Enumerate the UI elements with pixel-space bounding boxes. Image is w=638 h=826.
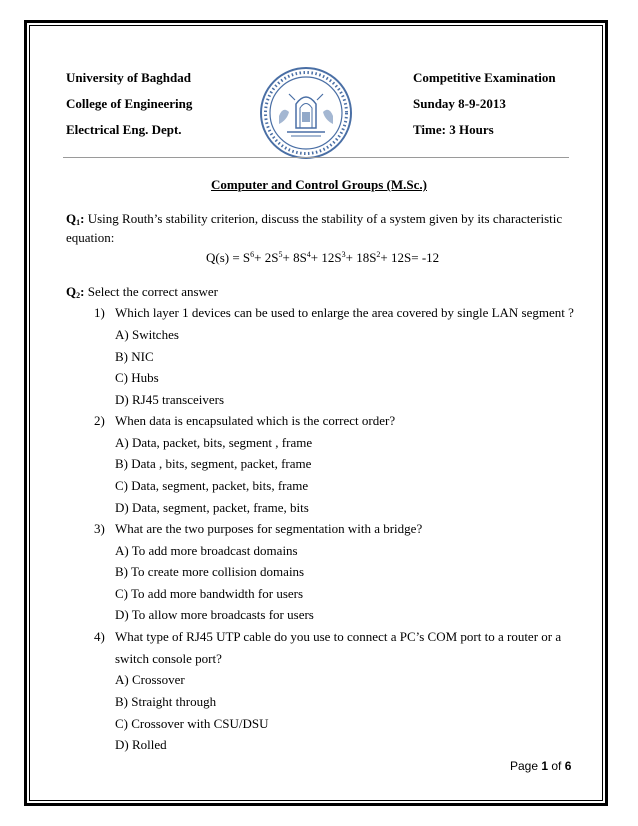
university-seal-logo: [259, 66, 353, 160]
answer-option: D) To allow more broadcasts for users: [115, 607, 314, 622]
answer-option: B) NIC: [115, 349, 154, 364]
page-number: Page 1 of 6: [510, 759, 572, 773]
answer-option: B) To create more collision domains: [115, 564, 305, 579]
answer-option: C) To add more bandwidth for users: [115, 586, 304, 601]
answer-option: A) Data, packet, bits, segment , frame: [115, 435, 313, 450]
department-name: Electrical Eng. Dept.: [66, 122, 182, 137]
item-number: 1): [94, 305, 105, 320]
item-question: What are the two purposes for segmentation with a bridge?: [115, 521, 423, 536]
question-1-label: $Q_1$:: [66, 211, 85, 227]
answer-option: C) Hubs: [115, 370, 159, 385]
answer-option: B) Data , bits, segment, packet, frame: [115, 456, 312, 471]
exam-name: Competitive Examination: [413, 70, 556, 85]
header-divider: [63, 157, 569, 158]
answer-option: C) Crossover with CSU/DSU: [115, 716, 269, 731]
item-number: 3): [94, 521, 105, 536]
item-number: 2): [94, 413, 105, 428]
answer-option: A) To add more broadcast domains: [115, 543, 298, 558]
item-question: When data is encapsulated which is the correct order?: [115, 413, 396, 428]
answer-option: C) Data, segment, packet, bits, frame: [115, 478, 309, 493]
answer-option: D) Data, segment, packet, frame, bits: [115, 500, 309, 515]
answer-option: B) Straight through: [115, 694, 217, 709]
answer-option: D) RJ45 transceivers: [115, 392, 225, 407]
answer-option: A) Switches: [115, 327, 179, 342]
exam-time: Time: 3 Hours: [413, 122, 494, 137]
item-question-cont: switch console port?: [115, 651, 222, 666]
exam-date: Sunday 8-9-2013: [413, 96, 506, 111]
answer-option: A) Crossover: [115, 672, 185, 687]
question-2-label: $Q_2$:: [66, 284, 85, 300]
question-2-text: $Q_2$: Select the correct answer: [66, 284, 219, 300]
college-name: College of Engineering: [66, 96, 193, 111]
item-question: Which layer 1 devices can be used to enlarge the area covered by single LAN segment ?: [115, 305, 574, 320]
item-number: 4): [94, 629, 105, 644]
exam-title: Computer and Control Groups (M.Sc.): [211, 177, 427, 192]
item-question: What type of RJ45 UTP cable do you use to connect a PC’s COM port to a router or a: [115, 629, 562, 644]
university-name: University of Baghdad: [66, 70, 191, 85]
characteristic-equation: $Q(s) = S^6+ 2S^5+ 8S^4+ 12S^3+ 18S^2+ 12S= -12$: [206, 250, 440, 265]
question-1-text-cont: equation:: [66, 230, 115, 245]
question-1-text: $Q_1$: Using Routh’s stability criterion, discuss the stability of a system given by its characteristic: [66, 211, 563, 227]
answer-option: D) Rolled: [115, 737, 167, 752]
